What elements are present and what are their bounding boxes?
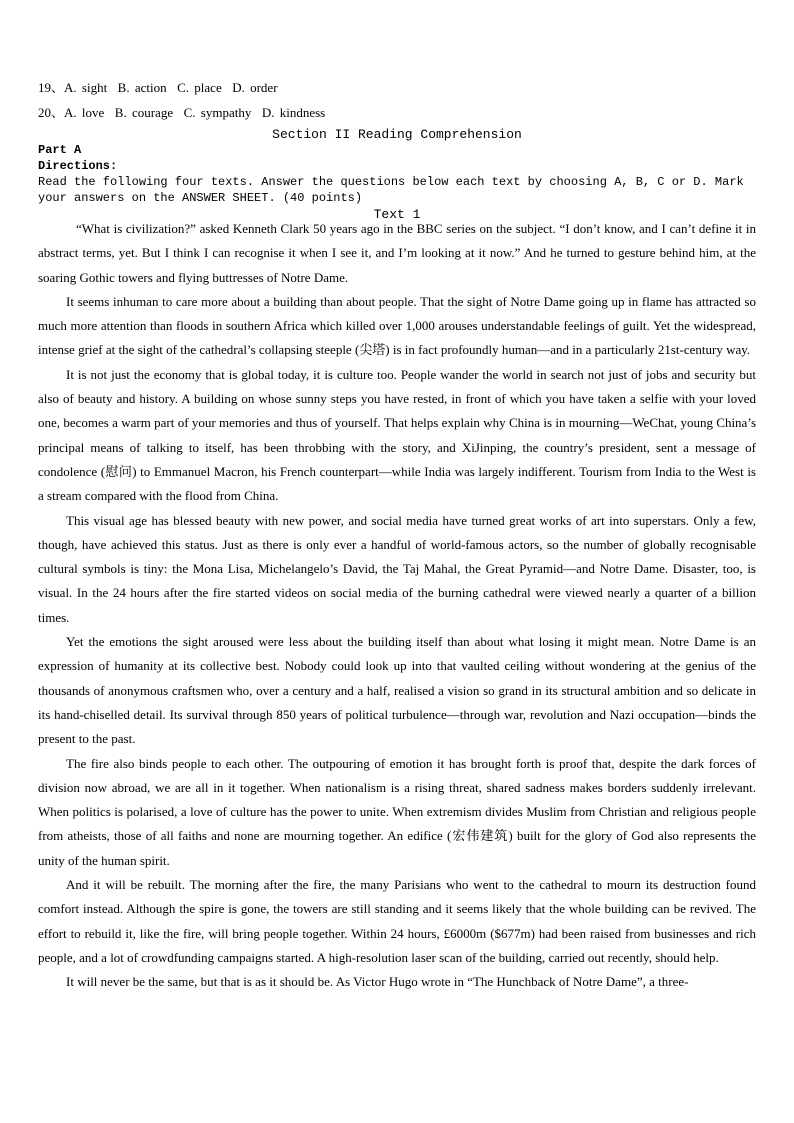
paragraph: It seems inhuman to care more about a building than about people. That the sight of Notre Dame going up in flame has attracted so much more attention than floods in southern Africa which killed over 1,000 arouses understandable feelings of guilt. Yet the widespread, intense grief at the sight of the cathedral’s collapsing steeple (尖塔) is in fact profoundly human—and in a particularly 21st-century way. [38, 293, 756, 358]
question-number: 19 [38, 80, 51, 95]
section-title: Section II Reading Comprehension [272, 127, 522, 142]
paragraph: It will never be the same, but that is as it should be. As Victor Hugo wrote in “The Hunchback of Notre Dame”, a three- [66, 974, 689, 990]
directions-line-2: your answers on the ANSWER SHEET. (40 points) [38, 191, 363, 205]
paragraph: It is not just the economy that is global today, it is culture too. People wander the world in search not just of jobs and security but also of beauty and history. A building on whose sunny steps you have rested, in front of which you have taken a selfie with your loved one, becomes a warm part of your memories and thus of yourself. That helps explain why China is in mourning—WeChat, young China’s principal means of talking to itself, has been throbbing with the story, and XiJinping, the country’s president, sent a message of condolence (慰问) to Emmanuel Macron, his French counterpart—while India was largely indifferent. Tourism from India to the West is a stream compared with the flood from China. [38, 366, 756, 504]
question-options: A. love B. courage C. sympathy D. kindness [64, 105, 326, 120]
paragraph: And it will be rebuilt. The morning after the fire, the many Parisians who went to the cathedral to mourn its destruction found comfort instead. Although the spire is gone, the towers are still standing and it seems likely that the whole building can be revived. The effort to rebuild it, like the fire, will bring people together. Within 24 hours, £6000m ($677m) had been raised from businesses and rich people, and a lot of crowdfunding campaigns started. A high-resolution laser scan of the building, carried out recently, should help. [38, 877, 756, 965]
part-label: Part A [38, 143, 82, 157]
directions-line-1: Read the following four texts. Answer the questions below each text by choosing A, B, C or D. Mark [38, 175, 744, 189]
question-20: 20、A. love B. courage C. sympathy D. kindness [38, 105, 326, 120]
question-19: 19、A. sight B. action C. place D. order [38, 80, 278, 95]
reading-passage [38, 217, 756, 995]
paragraph: This visual age has blessed beauty with new power, and social media have turned great works of art into superstars. Only a few, though, have achieved this status. Just as there is only ever a handful of world-famous actors, so the number of globally recognisable cultural symbols is tiny: the Mona Lisa, Michelangelo’s David, the Taj Mahal, the Great Pyramid—and Notre Dame. Disaster, too, is visual. In the 24 hours after the fire started videos on social media of the burning cathedral were viewed nearly a quarter of a billion times. [38, 512, 756, 625]
paragraph: Yet the emotions the sight aroused were less about the building itself than about what losing it might mean. Notre Dame is an expression of humanity at its collective best. Nobody could look up into that vaulted ceiling without wondering at the genius of the thousands of anonymous craftsmen who, over a century and a half, realised a vision so grand in its structural ambition and so delicate in its hand-chiselled detail. Its survival through 850 years of political turbulence—through war, revolution and Nazi occupation—binds the present to the past. [38, 634, 756, 747]
paragraph: “What is civilization?” asked Kenneth Clark 50 years ago in the BBC series on the subject. “I don’t know, and I can’t define it in abstract terms, yet. But I think I can recognise it when I see it, and I’m looking at it now.” And he turned to gesture behind him, at the soaring Gothic towers and flying buttresses of Notre Dame. [38, 221, 756, 285]
directions-label: Directions: [38, 159, 118, 173]
question-options: A. sight B. action C. place D. order [64, 80, 278, 95]
text-title: Text 1 [373, 207, 421, 222]
question-number: 20 [38, 105, 51, 120]
paragraph: The fire also binds people to each other. The outpouring of emotion it has brought forth is proof that, despite the dark forces of division now abroad, we are all in it together. When nationalism is a rising threat, shared sadness makes borders suddenly irrelevant. When politics is polarised, a love of culture has the power to unite. When extremism divides Muslim from Christian and religious people from atheists, those of all faiths and none are mourning together. An edifice (宏伟建筑) built for the glory of God also represents the unity of the human spirit. [38, 755, 756, 868]
